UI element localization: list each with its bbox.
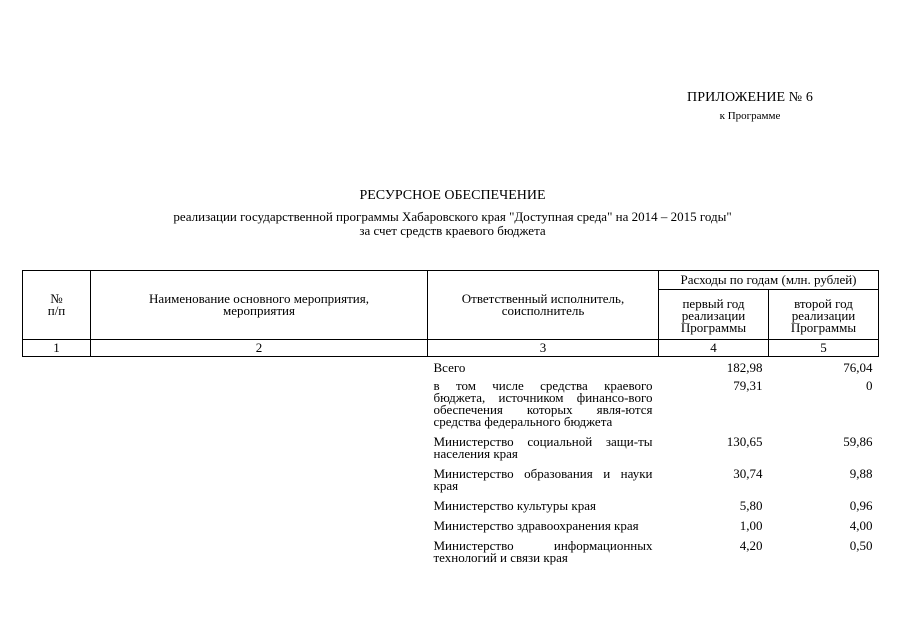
year2-value: 9,88 [849,466,873,481]
column-number: 4 [659,340,769,357]
year1-value: 182,98 [726,360,763,375]
header-expenses: Расходы по годам (млн. рублей) [659,271,879,290]
table-row [23,512,879,532]
year1-value: 5,80 [739,498,763,513]
year1-value: 4,20 [739,538,763,553]
appendix-title: ПРИЛОЖЕНИЕ № 6 [687,90,813,105]
table-row [23,428,879,460]
year2-value: 0,50 [849,538,873,553]
table-row [23,492,879,512]
header-num: № п/п [23,271,91,340]
appendix-subtitle: к Программе [719,110,781,122]
executor-name: Всего [433,360,466,375]
column-number: 5 [769,340,879,357]
year1-value: 30,74 [733,466,763,481]
resource-table [22,270,879,564]
year2-value: 76,04 [843,360,873,375]
column-number: 3 [428,340,659,357]
header-executor: Ответственный исполнитель, соисполнитель [428,271,659,340]
year2-value: 0,96 [849,498,873,513]
table-row [23,374,879,428]
header-year1: первый год реализации Программы [659,290,769,340]
header-name: Наименование основного мероприятия, мероприятия [91,271,428,340]
year1-value: 79,31 [733,378,763,393]
executor-name: Министерство здравоохранения края [433,518,639,533]
document-subtitle: реализации государственной программы Хабаровского края "Доступная среда" на 2014 – 2015 годы" [173,209,732,224]
year2-value: 0 [866,378,873,393]
year2-value: 59,86 [843,434,873,449]
year2-value: 4,00 [849,518,873,533]
year1-value: 1,00 [739,518,763,533]
executor-name: в том числе средства краевого бюджета, источником финансо-вого обеспечения которых явля-ются средства федерального бюджета [433,378,653,429]
column-number: 1 [23,340,91,357]
executor-name: Министерство образования и науки края [433,466,653,493]
table-row [23,357,879,375]
header-year2: второй год реализации Программы [769,290,879,340]
document-title: РЕСУРСНОЕ ОБЕСПЕЧЕНИЕ [359,188,546,203]
table-row [23,460,879,492]
executor-name: Министерство культуры края [433,498,596,513]
year1-value: 130,65 [726,434,763,449]
executor-name: Министерство информационных технологий и связи края [433,538,653,565]
column-number: 2 [91,340,428,357]
table-row [23,532,879,564]
executor-name: Министерство социальной защи-ты населения края [433,434,653,461]
document-subtitle-2: за счет средств краевого бюджета [359,223,546,238]
